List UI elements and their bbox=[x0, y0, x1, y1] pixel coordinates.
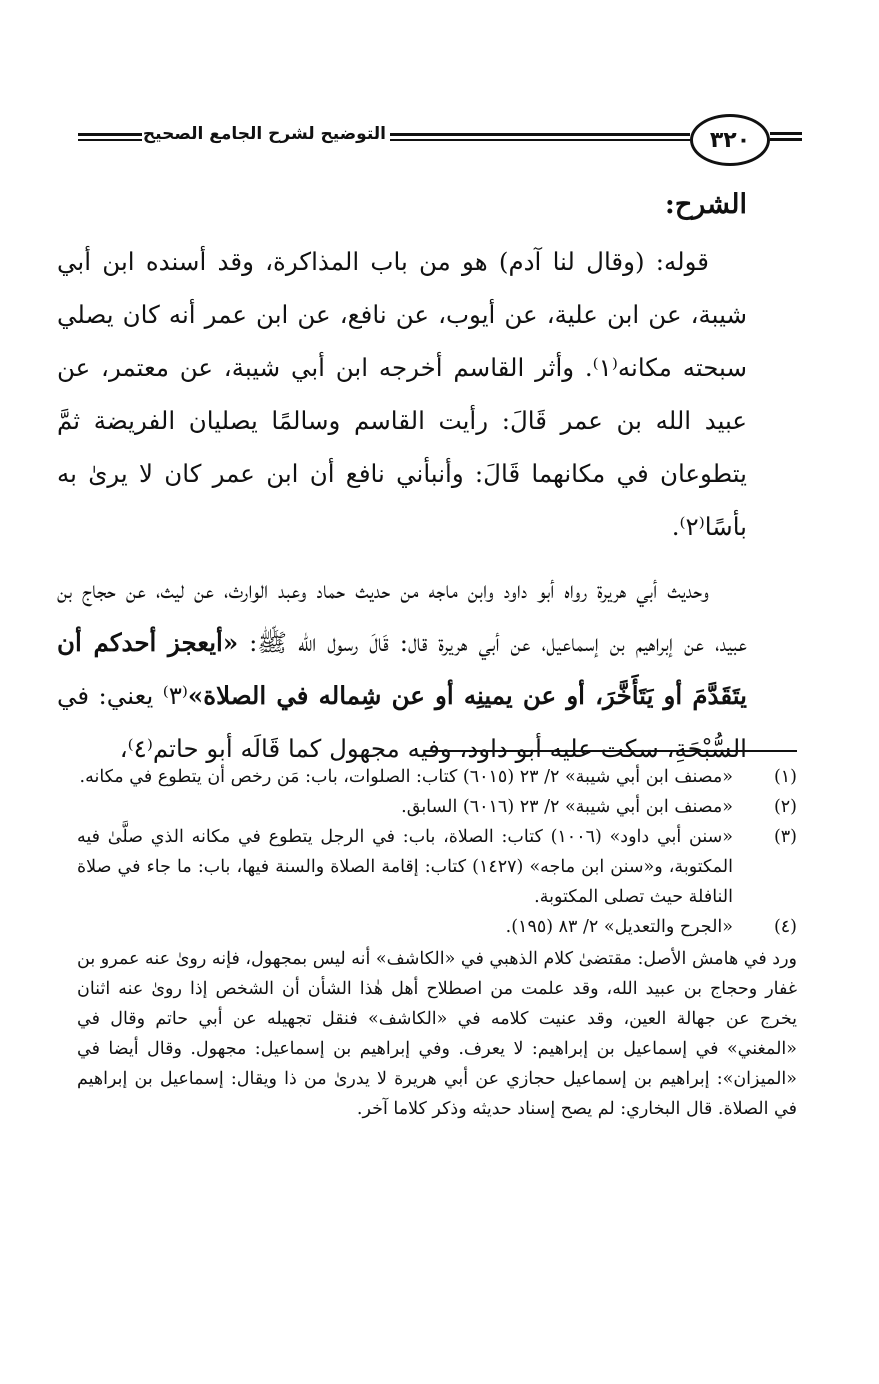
section-heading: الشرح: bbox=[664, 189, 747, 220]
book-title: التوضيح لشرح الجامع الصحيح bbox=[142, 124, 386, 144]
page-header bbox=[78, 112, 802, 168]
footnote-1 bbox=[77, 762, 797, 792]
hadith-text: «أيعجز أحدكم أن يتَقَدَّمَ أو يَتَأَخَّرَ، أو عن يمينِه أو عن شِماله في الصلاة» bbox=[57, 628, 747, 710]
footnote-text: «مصنف ابن أبي شيبة» ٢/ ٢٣ (٦٠١٥) كتاب: الصلوات، باب: مَن رخص أن يتطوع في مكانه. bbox=[79, 767, 733, 787]
footnote-text: «سنن أبي داود» (١٠٠٦) كتاب: الصلاة، باب: في الرجل يتطوع في مكانه الذي صلَّىٰ فيه المكتوبة، و«سنن ابن ماجه» (١٤٢٧) كتاب: إقامة الصلاة والسنة فيها، باب: ما جاء في صلاة النافلة حيث تصلى المكتوبة. bbox=[77, 827, 733, 907]
footnote-2 bbox=[77, 792, 797, 822]
paragraph-2-start: وحديث أبي هريرة رواه أبو داود وابن ماجه من حديث حماد وعبد الوارث، عن ليث، عن حجاج بن عبيد، عن إبراهيم بن إسماعيل، عن أبي هريرة قال: قَالَ رسول الله ﷺ: bbox=[57, 575, 747, 657]
paragraph-1: قوله: (وقال لنا آدم) هو من باب المذاكرة، وقد أسنده ابن أبي شيبة، عن ابن علية، عن أيوب، عن نافع، عن ابن عمر أنه كان يصلي سبحته مكانه⁽١⁾. وأثر القاسم أخرجه ابن أبي شيبة، عن معتمر، عن عبيد الله بن عمر قَالَ: رأيت القاسم وسالمًا يصليان الفريضة ثمَّ يتطوعان في مكانهما قَالَ: وأنبأني نافع أن ابن عمر كان لا يرىٰ به بأسًا⁽٢⁾. bbox=[57, 247, 747, 541]
margin-note: ورد في هامش الأصل: مقتضىٰ كلام الذهبي في «الكاشف» أنه ليس بمجهول، فإنه روىٰ عنه عمرو بن غفار وحجاج بن عبيد الله، وقد علمت من اصطلاح أهل هٰذا الشأن أن الشخص إذا روىٰ عنه اثنان يخرج عن جهالة العين، وقد عنيت كلامه في «الكاشف» فنقل تجهيله عن أبي حاتم وقال في «المغني» في إسماعيل بن إبراهيم: لا يعرف. وفي إبراهيم بن إسماعيل: مجهول. وقال أيضا في «الميزان»: إبراهيم بن إسماعيل حجازي عن أبي هريرة لا يدرىٰ من ذا ويقال: إسماعيل بن إبراهيم في الصلاة. قال البخاري: لم يصح إسناد حديثه وذكر كلاما آخر. bbox=[77, 949, 797, 1119]
main-text bbox=[57, 178, 747, 775]
footnotes bbox=[77, 762, 797, 1124]
footnote-text: «مصنف ابن أبي شيبة» ٢/ ٢٣ (٦٠١٦) السابق. bbox=[401, 797, 733, 817]
paragraph-2 bbox=[57, 563, 747, 775]
header-rule-middle bbox=[390, 133, 690, 141]
footnote-number: (٢) bbox=[773, 797, 797, 817]
footnote-separator bbox=[425, 750, 797, 752]
footnote-3 bbox=[77, 822, 797, 912]
footnote-number: (١) bbox=[773, 767, 797, 787]
paragraph-2-end: ⁽٣⁾ يعني: في السُّبْحَةِ، سكت عليه أبو داود، وفيه مجهول كما قَالَه أبو حاتم⁽٤⁾، bbox=[57, 681, 747, 763]
footnote-number: (٤) bbox=[773, 917, 797, 937]
footnote-4 bbox=[77, 912, 797, 942]
header-rule-right bbox=[770, 132, 802, 141]
footnote-text: «الجرح والتعديل» ٢/ ٨٣ (١٩٥). bbox=[505, 917, 733, 937]
page-number: ٣٢٠ bbox=[690, 114, 770, 166]
header-rule-left bbox=[78, 133, 142, 141]
footnote-number: (٣) bbox=[773, 827, 797, 847]
